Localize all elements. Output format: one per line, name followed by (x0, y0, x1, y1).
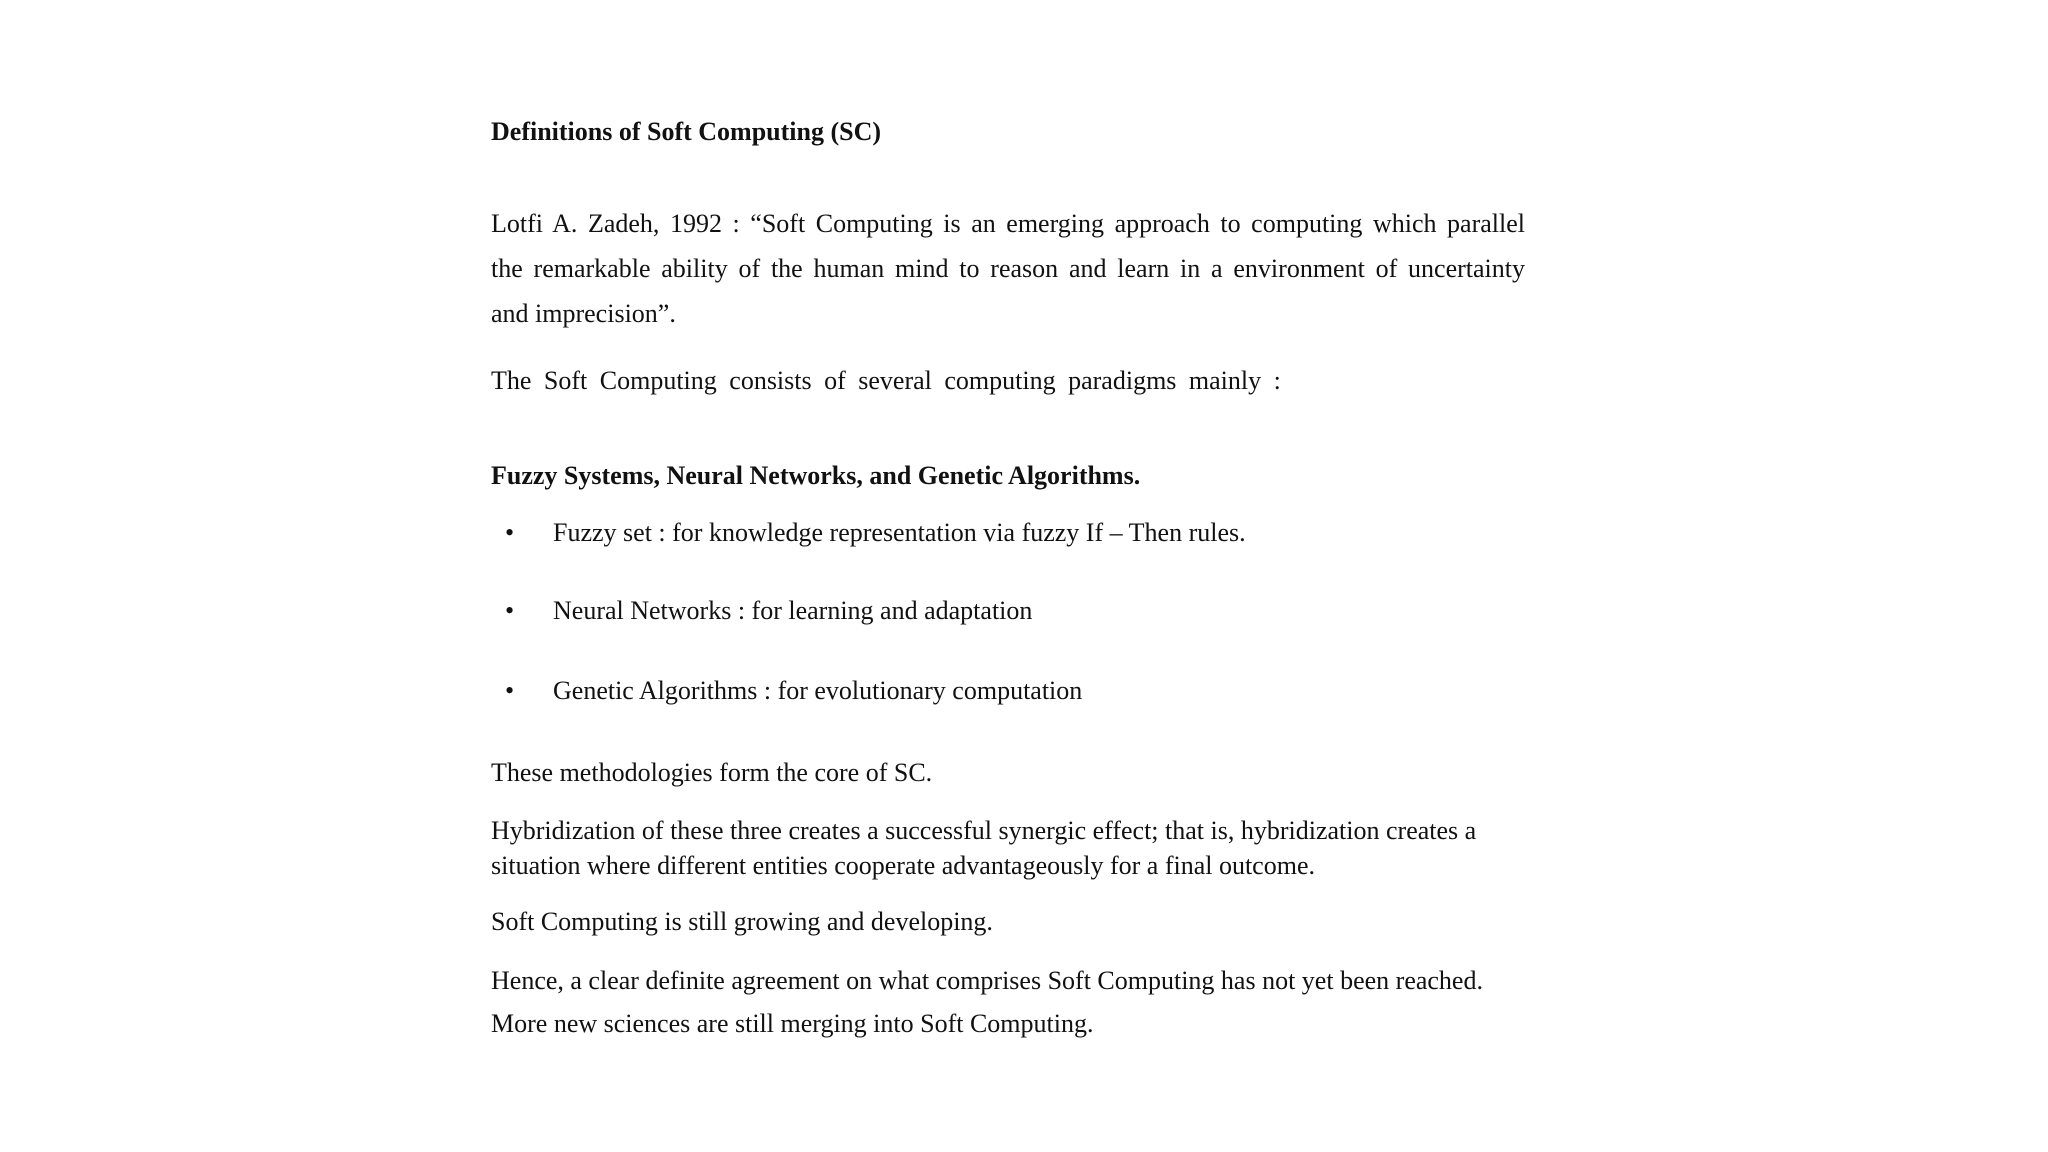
paradigms-subheading: Fuzzy Systems, Neural Networks, and Genetic Algorithms. (491, 461, 1141, 490)
zadeh-quote-line-1: Lotfi A. Zadeh, 1992 : “Soft Computing is an emerging approach to computing which parallel (491, 209, 1525, 238)
core-statement: These methodologies form the core of SC. (491, 758, 933, 787)
paradigms-intro: The Soft Computing consists of several computing paradigms mainly : (491, 366, 1281, 395)
list-item-text: Genetic Algorithms : for evolutionary computation (553, 676, 1083, 705)
bullet-icon: • (505, 596, 515, 625)
document-page (491, 0, 1531, 1152)
document-title: Definitions of Soft Computing (SC) (491, 117, 882, 146)
hybridization-line-2: situation where different entities cooperate advantageously for a final outcome. (491, 851, 1315, 880)
list-item-text: Fuzzy set : for knowledge representation via fuzzy If – Then rules. (553, 518, 1246, 547)
hence-line-2: More new sciences are still merging into Soft Computing. (491, 1009, 1094, 1038)
zadeh-quote-line-3: and imprecision”. (491, 299, 676, 328)
hybridization-line-1: Hybridization of these three creates a successful synergic effect; that is, hybridization creates a (491, 816, 1477, 845)
bullet-icon: • (505, 518, 515, 547)
list-item-text: Neural Networks : for learning and adaptation (553, 596, 1033, 625)
growing-statement: Soft Computing is still growing and developing. (491, 907, 993, 936)
zadeh-quote-line-2: the remarkable ability of the human mind to reason and learn in a environment of uncertainty (491, 254, 1525, 283)
bullet-icon: • (505, 676, 515, 705)
hence-line-1: Hence, a clear definite agreement on what comprises Soft Computing has not yet been reached. (491, 966, 1483, 995)
